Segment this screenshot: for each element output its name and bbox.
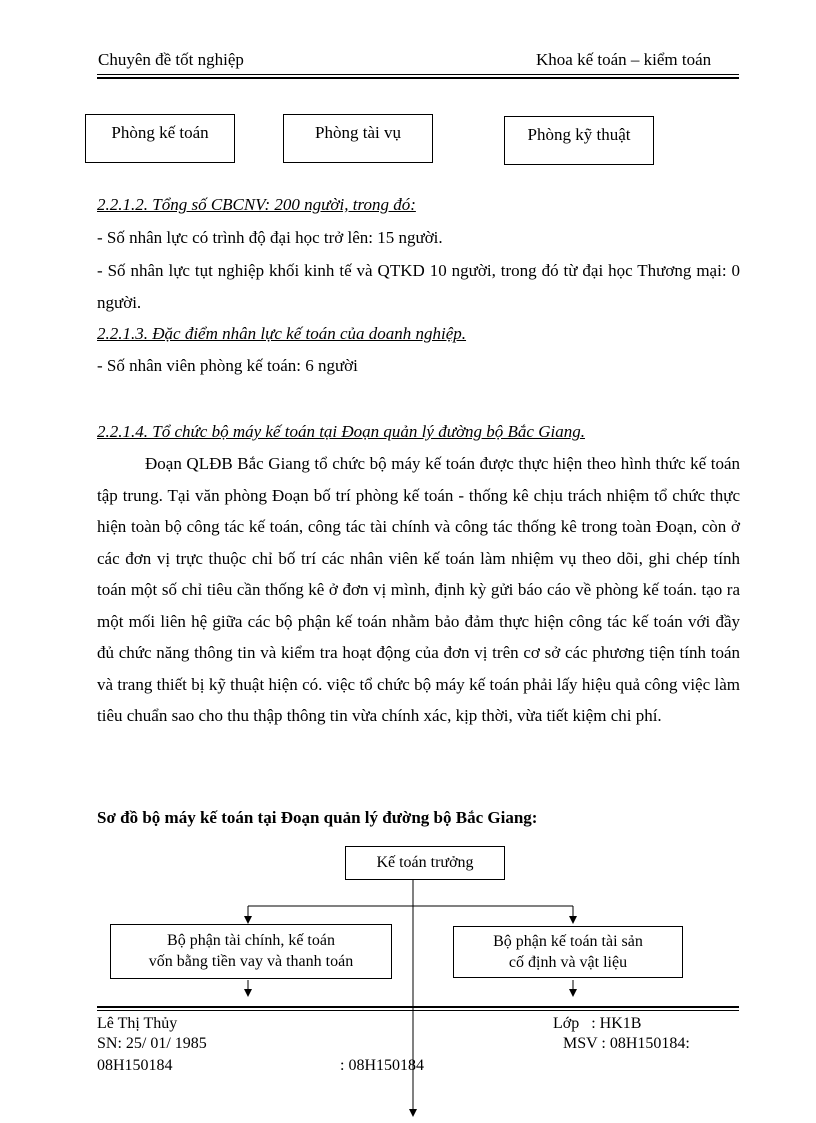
diagram-title: Sơ đồ bộ máy kế toán tại Đoạn quản lý đường bộ Bắc Giang: [97,808,538,827]
department-box-accounting: Phòng kế toán [85,114,235,163]
footer-class: Lớp : HK1B [553,1015,642,1032]
footer-rule-top [97,1006,739,1008]
footer-rule-bottom [97,1010,739,1011]
department-box-technical: Phòng kỹ thuật [504,116,654,165]
section-2212-heading: 2.2.1.2. Tổng số CBCNV: 200 người, trong đó: [97,195,416,214]
fixed-assets-box-line2: cố định và vật liệu [508,954,628,971]
header-left: Chuyên đề tốt nghiệp [98,50,244,69]
footer-name: Lê Thị Thủy [97,1015,178,1032]
finance-accounting-box-line2: vốn bằng tiền vay và thanh toán [148,953,354,970]
footer-code-left: 08H150184 [97,1057,173,1074]
section-2213-line1: - Số nhân viên phòng kế toán: 6 người [97,356,358,375]
fixed-assets-box [453,926,683,978]
section-2214-heading: 2.2.1.4. Tổ chức bộ máy kế toán tại Đoạn quản lý đường bộ Bắc Giang. [97,422,585,441]
department-box-finance: Phòng tài vụ [283,114,433,163]
chief-accountant-box: Kế toán trưởng [345,846,505,880]
section-2212-line2: - Số nhân lực tụt nghiệp khối kinh tế và QTKD 10 người, trong đó từ đại học Thương mại: 0 người. [97,261,740,312]
footer-sn: SN: 25/ 01/ 1985 [97,1035,207,1052]
section-2212-line1: - Số nhân lực có trình độ đại học trở lên: 15 người. [97,228,443,247]
finance-accounting-box [110,924,392,979]
finance-accounting-box-line1: Bộ phận tài chính, kế toán [167,932,335,949]
footer-msv: MSV : 08H150184: [563,1035,690,1052]
header-right: Khoa kế toán – kiểm toán [536,50,712,69]
section-2213-heading: 2.2.1.3. Đặc điểm nhân lực kế toán của doanh nghiệp. [97,324,467,343]
footer-code-mid: : 08H150184 [340,1057,424,1074]
section-2214-paragraph: Đoạn QLĐB Bắc Giang tổ chức bộ máy kế toán được thực hiện theo hình thức kế toán tập trung. Tại văn phòng Đoạn bố trí phòng kế toán - thống kê chịu trách nhiệm tổ chức thực hiện toàn bộ công tác kế toán, công tác tài chính và công tác thống kê trong toàn Đoạn, còn ở các đơn vị trực thuộc chỉ bố trí các nhân viên kế toán làm nhiệm vụ theo dõi, ghi chép tính toán một số chỉ tiêu cần thống kê ở đơn vị mình, định kỳ gửi báo cáo về phòng kế toán. tạo ra một mối liên hệ giữa các bộ phận kế toán nhằm bảo đảm thực hiện công tác kế toán với đầy đủ chức năng thông tin và kiểm tra hoạt động của đơn vị trên cơ sở các phương tiện tính toán và trang thiết bị kỹ thuật hiện có. việc tổ chức bộ máy kế toán phải lấy hiệu quả công việc làm tiêu chuẩn sao cho thu thập thông tin vừa chính xác, kịp thời, vừa tiết kiệm chi phí. [97,454,740,725]
fixed-assets-box-line1: Bộ phận kế toán tài sản [493,933,643,950]
